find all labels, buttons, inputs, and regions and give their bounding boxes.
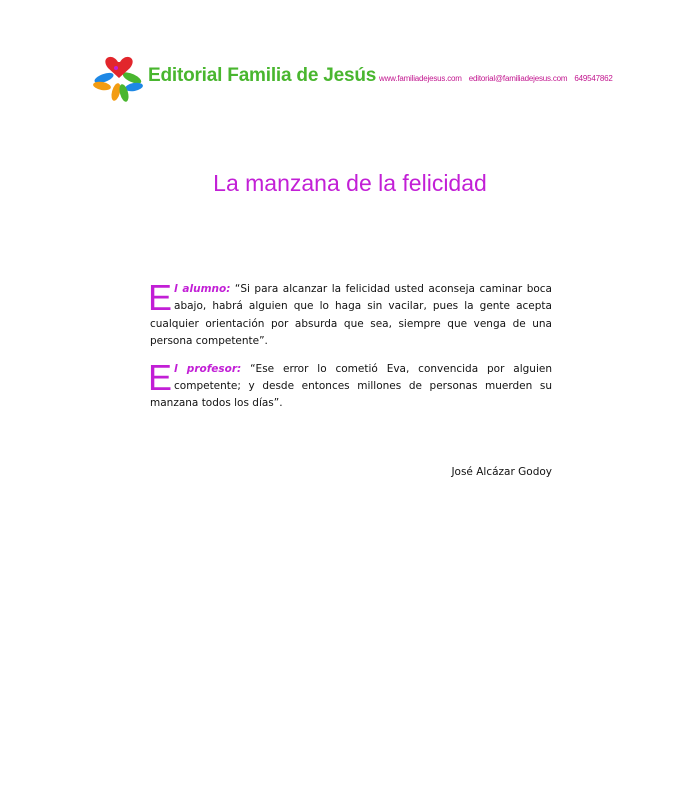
speaker-label: l profesor: <box>174 362 242 375</box>
contact-line <box>379 74 618 83</box>
dropcap: E <box>148 356 173 398</box>
paragraph-teacher <box>148 356 552 413</box>
paragraph-student <box>148 277 552 351</box>
hands-heart-logo-icon <box>92 48 148 104</box>
page-header <box>92 44 612 104</box>
paragraph-text: “Ese error lo cometió Eva, convencida por alguien competente; y desde entonces millones de personas muerden su manzana todos los días”. <box>150 362 552 410</box>
phone-number: 649547862 <box>574 74 613 83</box>
dialogue-text <box>148 277 552 423</box>
email-link[interactable]: editorial@familiadejesus.com <box>468 74 568 83</box>
speaker-label: l alumno: <box>174 283 231 295</box>
page-title: La manzana de la felicidad <box>213 170 487 196</box>
publisher-name: Editorial Familia de Jesús <box>148 65 377 86</box>
author-signature: José Alcázar Godoy <box>451 466 552 478</box>
website-link[interactable]: www.familiadejesus.com <box>379 74 462 83</box>
dropcap: E <box>148 277 173 318</box>
paragraph-text: “Si para alcanzar la felicidad usted aconseja caminar boca abajo, habrá alguien que lo haga sin vacilar, pues la gente acepta cualquier orientación por absurda que sea, siempre que venga de una persona competente”. <box>150 283 552 348</box>
